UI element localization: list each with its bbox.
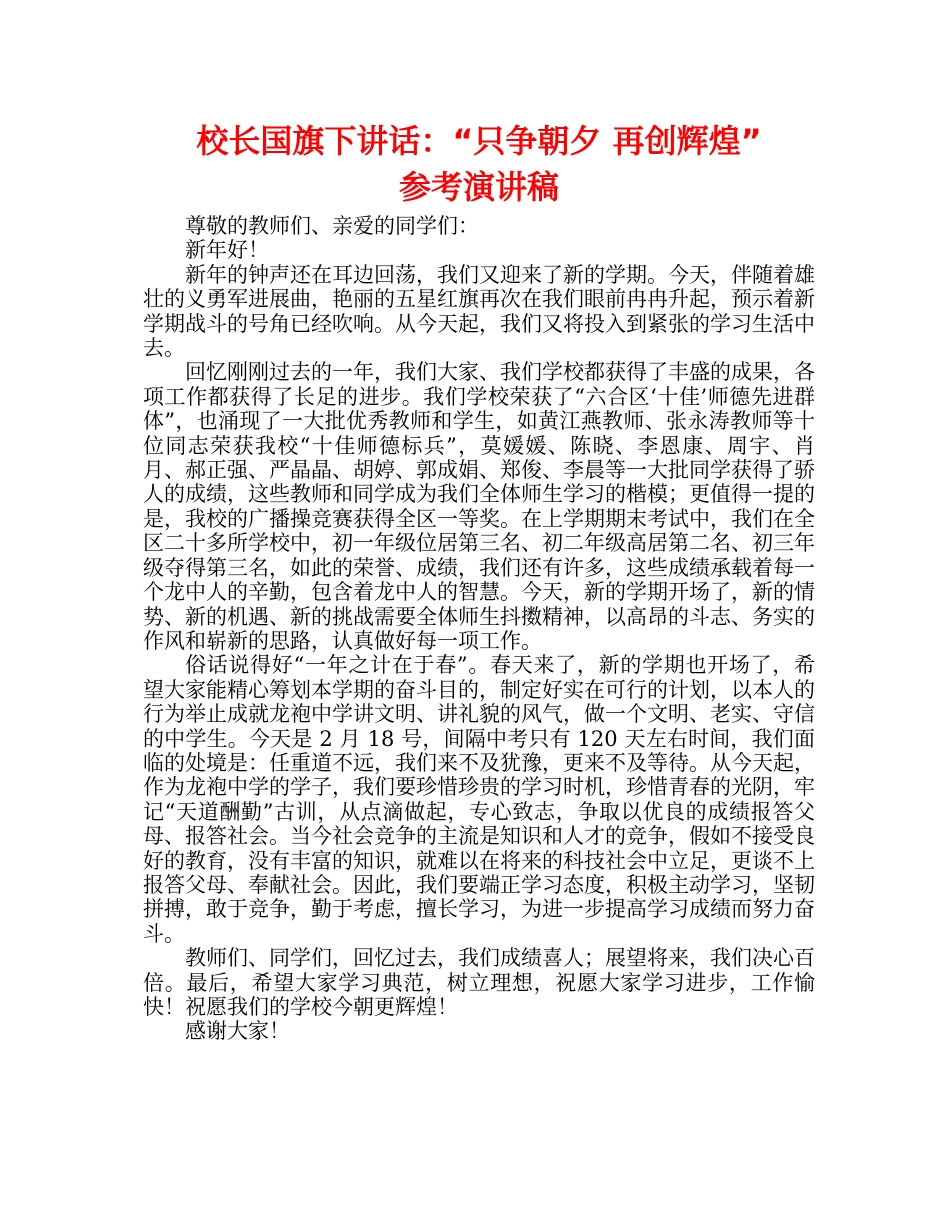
- closing-thanks: 感谢大家！: [185, 1019, 290, 1044]
- paragraph-spring-plan: 俗话说得好“一年之计在于春”。春天来了，新的学期也开场了，希望大家能精心筹划本学期的奋斗目的，制定好实在可行的计划，以本人的行为举止成就龙袍中学讲文明、讲礼貌的风气，做一个文明、老实、守信的中学生。今天是 2 月 18 号，间隔中考只有 120 天左右时间，我们面临的处境是：任重道不远，我们来不及犹豫，更来不及等待。从今天起，作为龙袍中学的学子，我们要珍惜珍贵的学习时机，珍惜青春的光阴，牢记“天道酬勤”古训，从点滴做起，专心致志，争取以优良的成绩报答父母、报答社会。当今社会竞争的主流是知识和人才的竞争，假如不接受良好的教育，没有丰富的知识，就难以在将来的科技社会中立足，更谈不上报答父母、奉献社会。因此，我们要端正学习态度，积极主动学习，坚韧拼搏，敢于竞争，勤于考虑，擅长学习，为进一步提高学习成绩而努力奋斗。: [143, 653, 815, 946]
- document-page: [143, 118, 815, 1044]
- title-line-1: 校长国旗下讲话：“只争朝夕 再创辉煌”: [196, 122, 762, 160]
- paragraph-conclusion: 教师们、同学们，回忆过去，我们成绩喜人；展望将来，我们决心百倍。最后，希望大家学习典范，树立理想，祝愿大家学习进步，工作愉快！祝愿我们的学校今朝更辉煌！: [143, 946, 815, 1019]
- title-line-2: 参考演讲稿: [398, 168, 559, 206]
- paragraph-new-semester: 新年的钟声还在耳边回荡，我们又迎来了新的学期。今天，伴随着雄壮的义勇军进展曲，艳丽的五星红旗再次在我们眼前冉冉升起，预示着新学期战斗的号角已经吹响。从今天起，我们又将投入到紧张的学习生活中去。: [143, 262, 815, 361]
- document-title: [103, 118, 855, 210]
- speech-body: [143, 214, 815, 1044]
- paragraph-achievements: 回忆刚刚过去的一年，我们大家、我们学校都获得了丰盛的成果，各项工作都获得了长足的进步。我们学校荣获了“六合区‘十佳’师德先进群体”，也涌现了一大批优秀教师和学生，如黄江燕教师、张永涛教师等十位同志荣获我校“十佳师德标兵”，莫媛媛、陈晓、李恩康、周宇、肖月、郝正强、严晶晶、胡婷、郭成娟、郑俊、李晨等一大批同学获得了骄人的成绩，这些教师和同学成为我们全体师生学习的楷模；更值得一提的是，我校的广播操竞赛获得全区一等奖。在上学期期末考试中，我们在全区二十多所学校中，初一年级位居第三名、初二年级高居第二名、初三年级夺得第三名，如此的荣誉、成绩，我们还有许多，这些成绩承载着每一个龙中人的辛勤，包含着龙中人的智慧。今天，新的学期开场了，新的情势、新的机遇、新的挑战需要全体师生抖擞精神，以高昂的斗志、务实的作风和崭新的思路，认真做好每一项工作。: [143, 360, 815, 653]
- greeting: 新年好！: [185, 238, 269, 263]
- salutation: 尊敬的教师们、亲爱的同学们：: [185, 214, 479, 238]
